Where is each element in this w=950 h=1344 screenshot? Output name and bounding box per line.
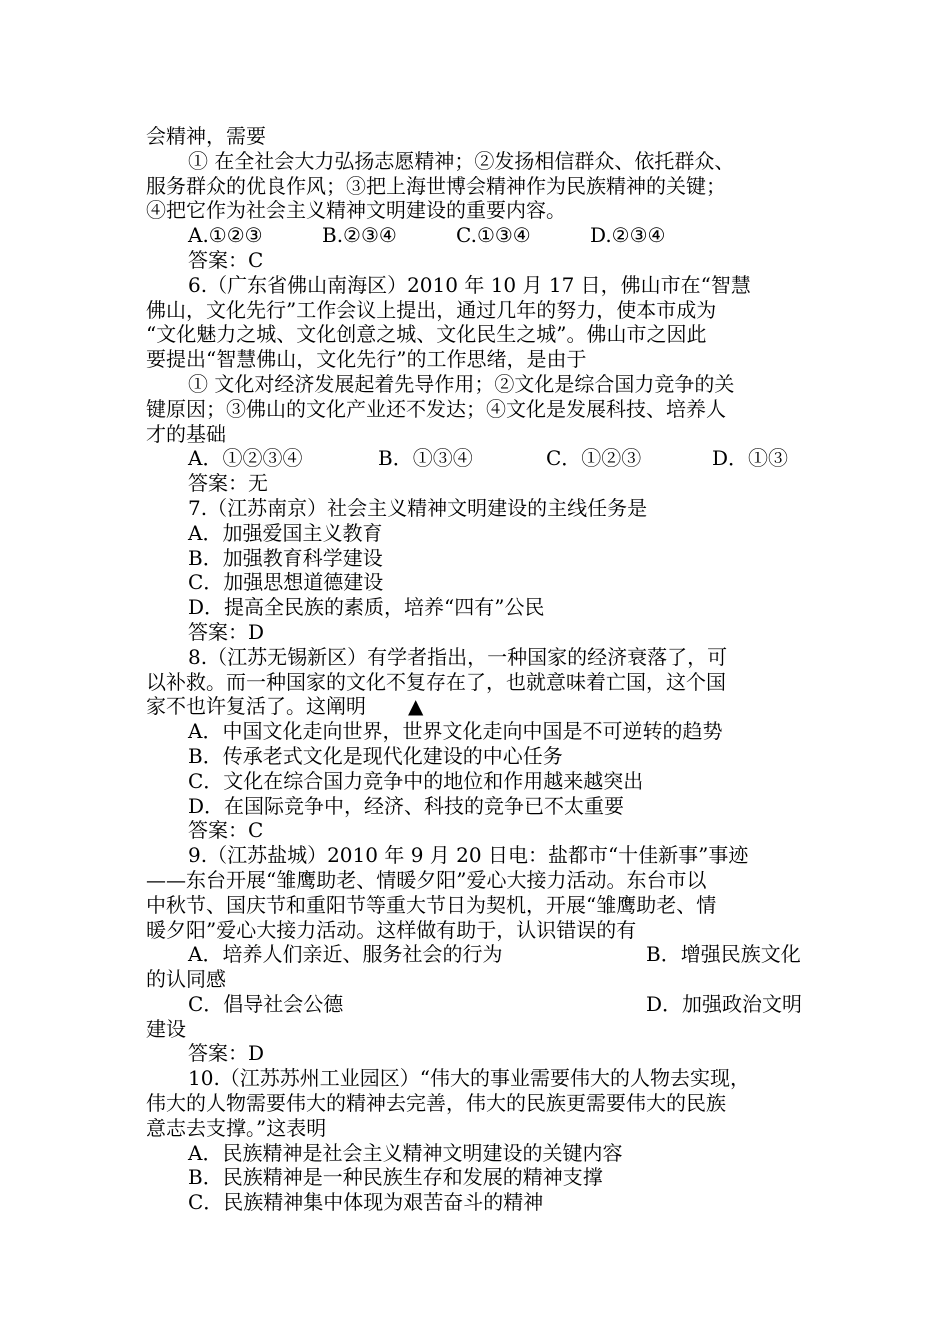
q9-option-b: B．增强民族文化 [646,942,801,967]
q5-answer: 答案：C [188,247,264,272]
q9-option-b-wrap: 的认同感 [146,967,226,992]
q9-option-d: D．加强政治文明 [646,991,803,1016]
q6-statement-line: 才的基础 [146,421,226,446]
q9-stem-line: ——东台开展“雏鹰助老、情暖夕阳”爱心大接力活动。东台市以 [146,867,707,892]
document-page [146,124,816,1215]
q8-option-d: D．在国际竞争中，经济、科技的竞争已不太重要 [188,793,625,818]
q7-option-a: A．加强爱国主义教育 [188,520,383,545]
q6-option-d: D．①③ [712,446,789,471]
q6-statement-line: 键原因；③佛山的文化产业还不发达；④文化是发展科技、培养人 [146,396,726,421]
q8-option-b: B．传承老式文化是现代化建设的中心任务 [188,743,563,768]
q9-option-a: A．培养人们亲近、服务社会的行为 [188,942,503,967]
q6-stem-line: 佛山，文化先行”工作会议上提出，通过几年的努力，使本市成为 [146,297,717,322]
q5-option-a: A.①②③ [188,223,263,248]
q5-option-b: B.②③④ [322,223,397,248]
q9-answer: 答案：D [188,1041,265,1066]
q7-option-b: B．加强教育科学建设 [188,545,383,570]
blank-marker-icon: ▲ [408,694,424,719]
q5-option-d: D.②③④ [590,223,666,248]
q6-option-c: C．①②③ [546,446,642,471]
q6-options [146,446,816,471]
q5-statement-line: ④把它作为社会主义精神文明建设的重要内容。 [146,198,566,223]
q9-option-d-wrap: 建设 [146,1016,186,1041]
q9-options-row-2 [146,992,816,1017]
q8-stem-line [146,694,816,719]
q10-option-b: B．民族精神是一种民族生存和发展的精神支撑 [188,1165,603,1190]
q10-option-c: C．民族精神集中体现为艰苦奋斗的精神 [188,1190,544,1215]
q6-option-b: B．①③④ [378,446,473,471]
q6-statement-line: ① 文化对经济发展起着先导作用；②文化是综合国力竞争的关 [188,371,735,396]
q6-stem-line: 6.（广东省佛山南海区）2010 年 10 月 17 日，佛山市在“智慧 [188,272,751,297]
q6-stem-line: “文化魅力之城、文化创意之城、文化民生之城”。佛山市之因此 [146,322,707,347]
q5-statement-line: 服务群众的优良作风；③把上海世博会精神作为民族精神的关键； [146,173,726,198]
q7-stem: 7.（江苏南京）社会主义精神文明建设的主线任务是 [188,495,648,520]
q7-option-c: C．加强思想道德建设 [188,570,384,595]
q9-stem-line: 中秋节、国庆节和重阳节等重大节日为契机，开展“雏鹰助老、情 [146,892,717,917]
q5-options [146,223,816,248]
q8-option-c: C．文化在综合国力竞争中的地位和作用越来越突出 [188,768,644,793]
q6-stem-line: 要提出“智慧佛山，文化先行”的工作思绪，是由于 [146,347,587,372]
q6-answer: 答案：无 [188,471,268,496]
q8-stem-line: 8.（江苏无锡新区）有学者指出，一种国家的经济衰落了，可 [188,644,728,669]
q10-stem-line: 伟大的人物需要伟大的精神去完善，伟大的民族更需要伟大的民族 [146,1091,726,1116]
q7-answer: 答案：D [188,619,265,644]
q8-option-a: A．中国文化走向世界，世界文化走向中国是不可逆转的趋势 [188,719,723,744]
q10-stem-line: 意志去支撑。”这表明 [146,1115,327,1140]
q5-statement-line: ① 在全社会大力弘扬志愿精神；②发扬相信群众、依托群众、 [188,148,735,173]
q5-stem-tail: 会精神，需要 [146,124,266,148]
q10-stem-line: 10.（江苏苏州工业园区）“伟大的事业需要伟大的人物去实现， [188,1066,751,1091]
q9-option-c: C．倡导社会公德 [188,991,344,1016]
q8-stem-text: 家不也许复活了。这阐明 [146,694,366,719]
q7-option-d: D．提高全民族的素质，培养“四有”公民 [188,595,545,620]
q6-option-a: A．①②③④ [188,446,303,471]
q9-stem-line: 9.（江苏盐城）2010 年 9 月 20 日电：盐都市“十佳新事”事迹 [188,843,749,868]
q10-option-a: A．民族精神是社会主义精神文明建设的关键内容 [188,1140,623,1165]
q9-stem-line: 暖夕阳”爱心大接力活动。这样做有助于，认识错误的有 [146,917,637,942]
q8-stem-line: 以补救。而一种国家的文化不复存在了，也就意味着亡国，这个国 [146,669,726,694]
q8-answer: 答案：C [188,818,264,843]
q9-options-row-1 [146,942,816,967]
q5-option-c: C.①③④ [456,223,531,248]
